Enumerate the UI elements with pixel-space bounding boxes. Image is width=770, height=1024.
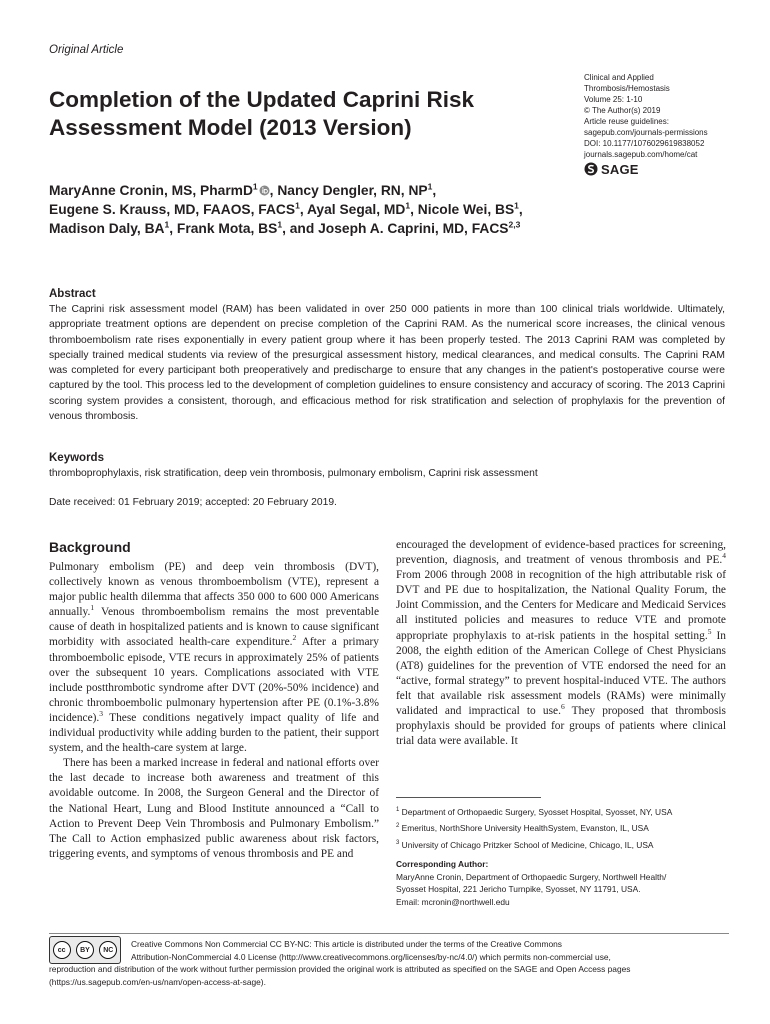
article-type-label: Original Article [49, 44, 124, 56]
doi-link[interactable]: DOI: 10.1177/1076029619838052 [584, 139, 705, 148]
author-separator: , [269, 183, 278, 198]
keywords-heading: Keywords [49, 452, 104, 464]
author: Nicole Wei, BS [417, 202, 515, 217]
journal-volume: Volume 25: 1-10 [584, 95, 643, 104]
author-affiliation: 1 [164, 219, 170, 230]
license-line: Creative Commons Non Commercial CC BY-NC: This article is distributed under the terms of the Creative Commons [131, 939, 562, 949]
author-affiliation: 1 [295, 200, 300, 211]
keywords-section [49, 451, 725, 482]
orcid-icon[interactable] [259, 185, 270, 196]
article-title: Completion of the Updated Caprini Risk Assessment Model (2013 Version) [49, 87, 475, 140]
body-paragraph: Pulmonary embolism (PE) and deep vein thrombosis (DVT), collectively known as venous thromboembolism (VTE), represent a major public health dilemma that affects 350 000 to 600 000 Americans annually.$^1$ Venous thromboembolism remains the most preventable cause of death in hospitalized patients and is known to cause significant morbidity with associated health-care expenditure.$^2$ After a primary thromboembolic episode, VTE recurs in approximately 25% of patients over the subsequent 10 years. Complications associated with VTE include postthrombotic syndrome after DVT (20%-50% incidence) and chronic thromboembolic pulmonary hypertension after PE (0.1%-3.8% incidence).$^3$ These conditions negatively impact quality of life and individual productivity while adding burden to the patient, their support system, and the health-care system at large. [49, 561, 379, 755]
affiliation: $^3$ University of Chicago Pritzker School of Medicine, Chicago, IL, USA [396, 839, 654, 850]
author-separator: , [169, 221, 177, 236]
author-affiliation: 1 [427, 181, 433, 192]
journal-meta [584, 72, 754, 176]
license-text: reproduction and distribution of the work without further permission provided the original work is attributed as specified on the SAGE and Open Access pages (https://us.sagepub.com/en-us/nam/open-access-at-sage). [49, 964, 631, 988]
author-separator: , [518, 202, 523, 217]
author: Joseph A. Caprini, MD, FACS [318, 221, 509, 236]
author-separator: , [432, 183, 437, 198]
author-separator: , [299, 202, 307, 217]
license-notice [49, 938, 725, 989]
citation-ref[interactable]: 3 [99, 709, 104, 719]
reuse-label: Article reuse guidelines: [584, 117, 669, 126]
journal-home-link[interactable]: journals.sagepub.com/home/cat [584, 150, 698, 159]
citation-ref[interactable]: 2 [292, 633, 297, 643]
citation-ref[interactable]: 1 [90, 603, 95, 613]
corresponding-email[interactable]: Email: mcronin@northwell.edu [396, 896, 510, 907]
author-affiliation: 1 [405, 200, 411, 211]
affiliation: $^2$ Emeritus, NorthShore University HealthSystem, Evanston, IL, USA [396, 823, 649, 834]
body-column-left [49, 538, 379, 862]
author: Madison Daly, BA [49, 221, 165, 236]
license-line: Attribution-NonCommercial 4.0 License (http://www.creativecommons.org/licenses/by-nc/4.0/) which permits non-commercial use, [131, 951, 611, 962]
author: MaryAnne Cronin, MS, PharmD [49, 183, 253, 198]
author-separator: , [410, 202, 418, 217]
author: Ayal Segal, MD [306, 202, 406, 217]
license-divider [49, 933, 729, 934]
affiliation: $^1$ Department of Orthopaedic Surgery, Syosset Hospital, Syosset, NY, USA [396, 806, 673, 817]
corresponding-address-line1: MaryAnne Cronin, Department of Orthopaedic Surgery, Northwell Health/ [396, 871, 667, 882]
section-heading-background: Background [49, 539, 131, 555]
submission-dates: Date received: 01 February 2019; accepted: 20 February 2019. [49, 497, 337, 508]
author-affiliation: 2,3 [508, 219, 521, 230]
author: Nancy Dengler, RN, NP [277, 183, 428, 198]
corresponding-author [396, 858, 736, 908]
noncommercial-icon: NC [99, 941, 117, 959]
journal-name-line2: Thrombosis/Hemostasis [584, 84, 670, 93]
reuse-link[interactable]: sagepub.com/journals-permissions [584, 128, 708, 137]
abstract-heading: Abstract [49, 288, 96, 300]
body-paragraph: There has been a marked increase in federal and national efforts over the last decade to increase both awareness and treatment of this avoidable outcome. In 2008, the Surgeon General and the Director of the National Heart, Lung and Blood Institute announced a “Call to Action to Prevent Deep Vein Thrombosis and Pulmonary Embolism.” The Call to Action emphasized public awareness about risk factors, triggering events, and symptoms of venous thrombosis and PE and [49, 757, 379, 860]
corresponding-author-label: Corresponding Author: [396, 859, 489, 869]
author-list [49, 181, 729, 238]
sage-logo-icon [584, 162, 598, 176]
footnote-divider [396, 797, 541, 798]
cc-icon: cc [53, 941, 71, 959]
author: Eugene S. Krauss, MD, FAAOS, FACS [49, 202, 296, 217]
author-affiliation: 1 [514, 200, 519, 211]
keywords-text: thromboprophylaxis, risk stratification, deep vein thrombosis, pulmonary embolism, Caprini risk assessment [49, 468, 538, 479]
body-paragraph: encouraged the development of evidence-based practices for screening, prevention, diagnosis, and treatment of venous thrombosis and PE.$^4$ From 2006 through 2008 in recognition of the high attributable risk of DVT and PE due to hospitalization, the National Quality Forum, the Joint Commission, and the Centers for Medicare and Medicaid Services all instituted policies and measures to reduce VTE and promote appropriate prophylaxis to at-risk patients in the hospital setting.$^5$ In 2008, the eighth edition of the American College of Chest Physicians (AT8) guidelines for the prevention of VTE endorsed the need for an “active, formal strategy” to prevent hospital-induced VTE. The authors felt that available risk assessment models (RAMs) were minimally validated and impractical to use.$^6$ They proposed that thrombosis prophylaxis should be provided for groups of patients where clinical trial data were available. It [396, 539, 726, 748]
abstract-text: The Caprini risk assessment model (RAM) has been validated in over 250 000 patients in more than 100 clinical trials worldwide. Ultimately, appropriate treatment options are dependent on precise completion of the Caprini RAM. As the numerical score increases, the clinical venous thromboembolism rate rises exponentially in every patient group where it has been properly tested. The 2013 Caprini RAM was completed by specially trained medical students via review of the presurgical assessment history, medical clearances, and medical consults. The Caprini RAM was completed for every participant both preoperatively and predischarge to ensure that any changes in the patient's postoperative course were captured by the tool. This process led to the development of completion guidelines to ensure consistency and accuracy of scoring. The 2013 Caprini scoring system provides a consistent, thorough, and efficacious method for risk stratification and selection of prophylaxis for the prevention of venous thrombosis. [49, 304, 725, 423]
body-column-right [396, 538, 726, 749]
citation-ref[interactable]: 6 [560, 702, 565, 712]
abstract-section [49, 287, 725, 424]
author: Frank Mota, BS [176, 221, 278, 236]
author-separator: , and [282, 221, 319, 236]
citation-ref[interactable]: 5 [707, 626, 712, 636]
sage-logo [584, 162, 754, 176]
corresponding-address-line2: Syosset Hospital, 221 Jericho Turnpike, Syosset, NY 11791, USA. [396, 884, 641, 894]
author-affiliation: 1 [277, 219, 283, 230]
sage-logo-text: SAGE [601, 161, 639, 177]
journal-copyright: © The Author(s) 2019 [584, 106, 661, 115]
citation-ref[interactable]: 4 [722, 551, 726, 561]
author-affiliation: 1 [252, 181, 258, 192]
affiliations [396, 803, 736, 852]
journal-name-line1: Clinical and Applied [584, 73, 654, 82]
attribution-icon: BY [76, 941, 94, 959]
